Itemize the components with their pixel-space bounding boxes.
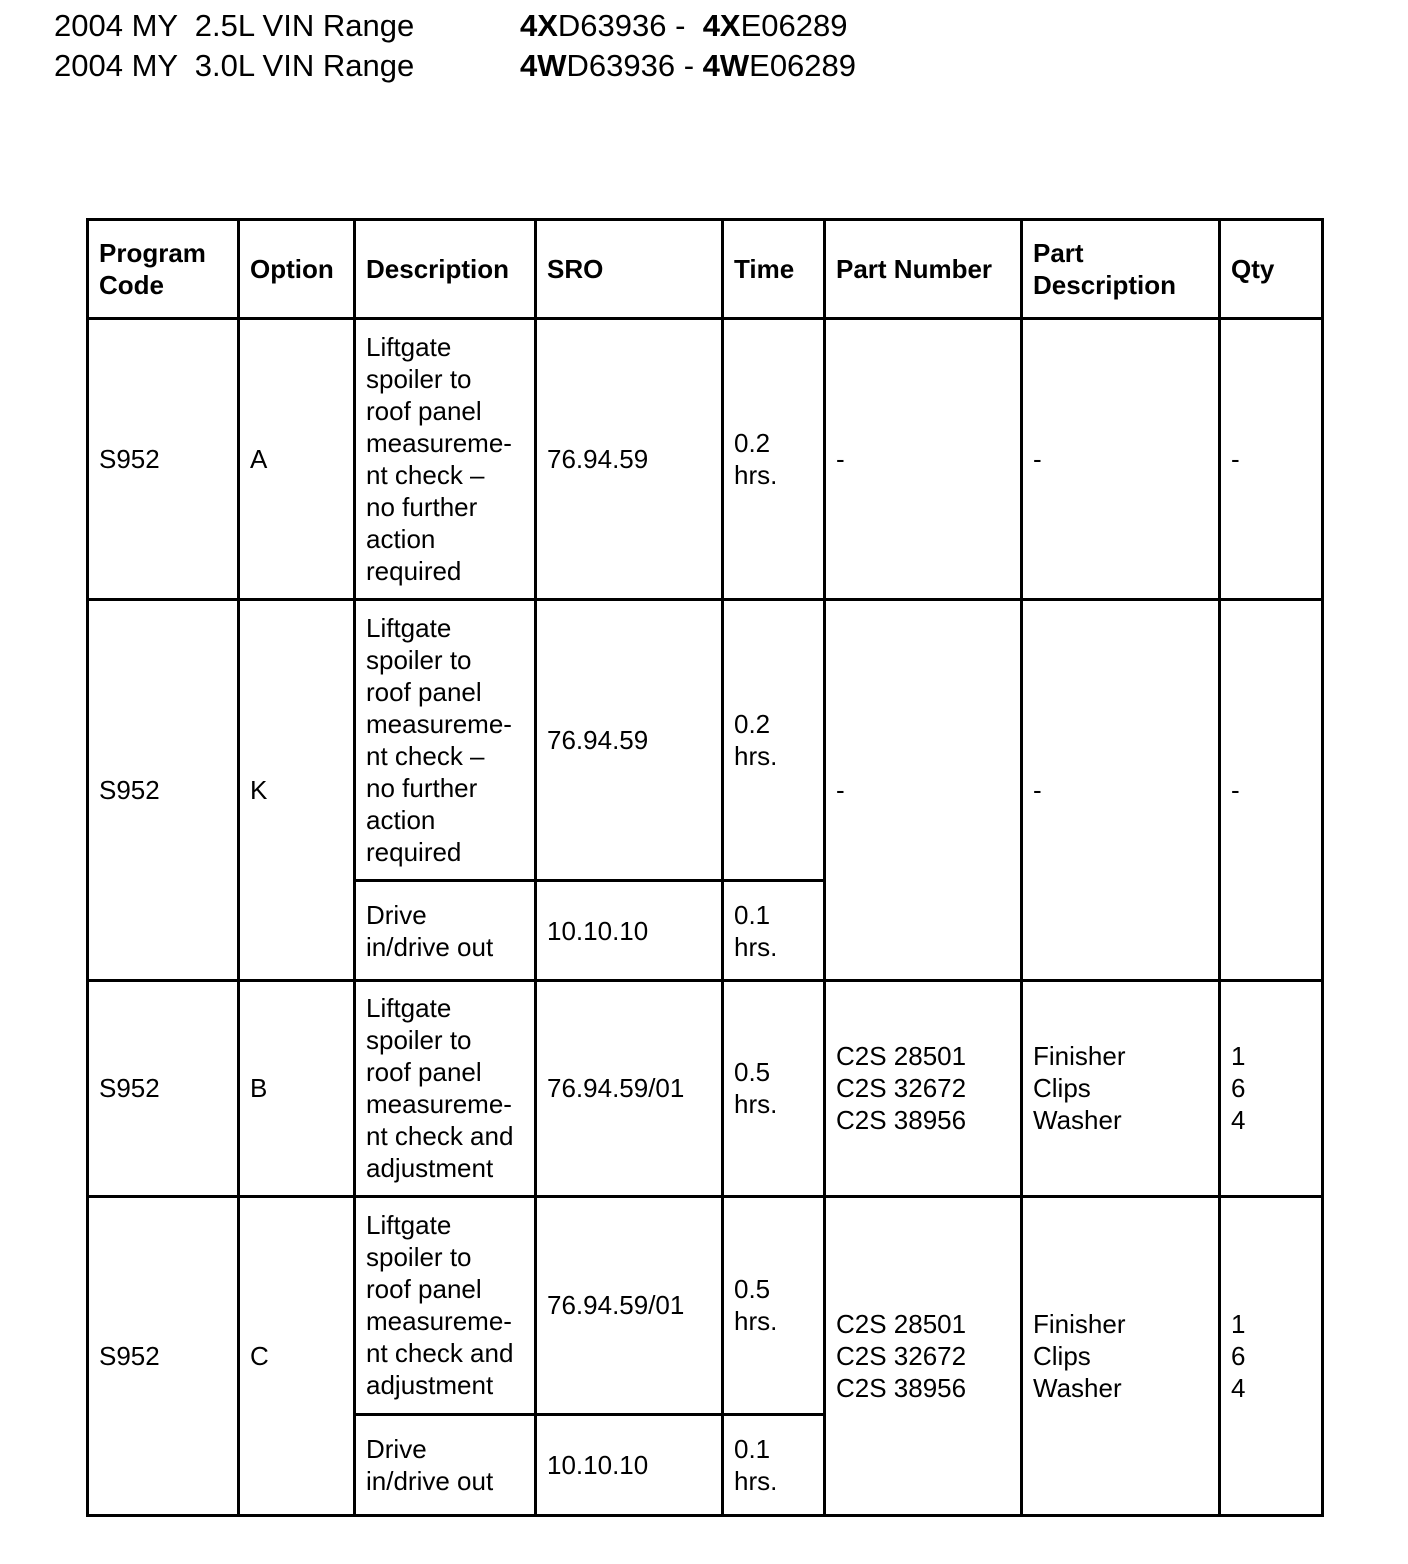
cell-line: - bbox=[1033, 444, 1042, 475]
program-code-cell: S952 bbox=[88, 600, 239, 980]
cell-line: Washer bbox=[1033, 1372, 1122, 1403]
cell-line: roof panel bbox=[366, 1057, 482, 1088]
sro-cell: 10.10.10 bbox=[536, 1414, 723, 1515]
option-cell: C bbox=[239, 1196, 355, 1515]
cell-line: nt check – bbox=[366, 741, 485, 772]
cell-line: action bbox=[366, 524, 436, 555]
table-row bbox=[88, 600, 1323, 881]
cell-line: hrs. bbox=[734, 1306, 778, 1337]
part-number-cell bbox=[825, 980, 1022, 1196]
cell-line: spoiler to bbox=[366, 1242, 472, 1273]
cell-line: roof panel bbox=[366, 677, 482, 708]
cell-line: 1 bbox=[1231, 1041, 1246, 1072]
cell-line: in/drive out bbox=[366, 1465, 494, 1496]
qty-cell bbox=[1220, 600, 1323, 980]
cell-line: 6 bbox=[1231, 1073, 1246, 1104]
option-cell: B bbox=[239, 980, 355, 1196]
cell-line: 6 bbox=[1231, 1340, 1246, 1371]
sro-cell: 76.94.59/01 bbox=[536, 980, 723, 1196]
qty-cell bbox=[1220, 319, 1323, 600]
cell-line: spoiler to bbox=[366, 364, 472, 395]
cell-line: nt check and bbox=[366, 1338, 514, 1369]
cell-line: Liftgate bbox=[366, 993, 452, 1024]
cell-line: action bbox=[366, 805, 436, 836]
cell-line: roof panel bbox=[366, 1274, 482, 1305]
header-description: Description bbox=[355, 220, 536, 319]
cell-line: measureme- bbox=[366, 1089, 512, 1120]
part-description-cell bbox=[1022, 319, 1220, 600]
option-cell: K bbox=[239, 600, 355, 980]
cell-line: - bbox=[836, 444, 845, 475]
cell-line: hrs. bbox=[734, 1465, 778, 1496]
sro-cell: 76.94.59 bbox=[536, 600, 723, 881]
program-code-cell: S952 bbox=[88, 980, 239, 1196]
time-cell bbox=[723, 881, 825, 980]
cell-line: 0.2 bbox=[734, 428, 771, 459]
header-option: Option bbox=[239, 220, 355, 319]
description-cell bbox=[355, 980, 536, 1196]
cell-line: Liftgate bbox=[366, 332, 452, 363]
cell-line: no further bbox=[366, 492, 478, 523]
cell-line: 4 bbox=[1231, 1372, 1246, 1403]
description-cell bbox=[355, 1414, 536, 1515]
cell-line: Washer bbox=[1033, 1105, 1122, 1136]
description-cell bbox=[355, 600, 536, 881]
vin-range-value: 4WD63936 - 4WE06289 bbox=[520, 48, 857, 83]
cell-line: 1 bbox=[1231, 1308, 1246, 1339]
program-code-cell: S952 bbox=[88, 1196, 239, 1515]
cell-line: required bbox=[366, 837, 462, 868]
qty-cell bbox=[1220, 1196, 1323, 1515]
table-row bbox=[88, 980, 1323, 1196]
part-description-cell bbox=[1022, 600, 1220, 980]
sro-cell: 10.10.10 bbox=[536, 881, 723, 980]
table-row bbox=[88, 1196, 1323, 1414]
cell-line: spoiler to bbox=[366, 1025, 472, 1056]
cell-line: C2S 28501 bbox=[836, 1041, 967, 1072]
cell-line: C2S 38956 bbox=[836, 1372, 967, 1403]
time-cell bbox=[723, 319, 825, 600]
cell-line: - bbox=[1231, 774, 1240, 805]
cell-line: Clips bbox=[1033, 1073, 1091, 1104]
cell-line: C2S 38956 bbox=[836, 1105, 967, 1136]
cell-line: in/drive out bbox=[366, 931, 494, 962]
table-header-row bbox=[88, 220, 1323, 319]
description-cell bbox=[355, 1196, 536, 1414]
cell-line: 0.1 bbox=[734, 899, 771, 930]
cell-line: adjustment bbox=[366, 1370, 494, 1401]
sro-cell: 76.94.59/01 bbox=[536, 1196, 723, 1414]
header-program-code: Program Code bbox=[88, 220, 239, 319]
part-number-cell bbox=[825, 319, 1022, 600]
cell-line: no further bbox=[366, 773, 478, 804]
vin-range-label: 2004 MY 3.0L VIN Range bbox=[54, 48, 415, 83]
cell-line: nt check and bbox=[366, 1121, 514, 1152]
header-part-description: Part Description bbox=[1022, 220, 1220, 319]
cell-line: required bbox=[366, 556, 462, 587]
description-cell bbox=[355, 319, 536, 600]
table-row bbox=[88, 319, 1323, 600]
cell-line: - bbox=[1231, 444, 1240, 475]
cell-line: nt check – bbox=[366, 460, 485, 491]
cell-line: 4 bbox=[1231, 1105, 1246, 1136]
part-description-cell bbox=[1022, 1196, 1220, 1515]
time-cell bbox=[723, 600, 825, 881]
description-cell bbox=[355, 881, 536, 980]
cell-line: spoiler to bbox=[366, 645, 472, 676]
cell-line: hrs. bbox=[734, 1089, 778, 1120]
cell-line: hrs. bbox=[734, 931, 778, 962]
cell-line: 0.5 bbox=[734, 1274, 771, 1305]
cell-line: C2S 32672 bbox=[836, 1340, 967, 1371]
header-sro: SRO bbox=[536, 220, 723, 319]
header-part-number: Part Number bbox=[825, 220, 1022, 319]
sro-cell: 76.94.59 bbox=[536, 319, 723, 600]
cell-line: Liftgate bbox=[366, 613, 452, 644]
cell-line: 0.1 bbox=[734, 1433, 771, 1464]
cell-line: C2S 32672 bbox=[836, 1073, 967, 1104]
cell-line: hrs. bbox=[734, 741, 778, 772]
cell-line: Drive bbox=[366, 1433, 427, 1464]
option-cell: A bbox=[239, 319, 355, 600]
cell-line: 0.5 bbox=[734, 1057, 771, 1088]
cell-line: C2S 28501 bbox=[836, 1308, 967, 1339]
cell-line: Liftgate bbox=[366, 1210, 452, 1241]
qty-cell bbox=[1220, 980, 1323, 1196]
cell-line: Finisher bbox=[1033, 1041, 1126, 1072]
program-code-cell: S952 bbox=[88, 319, 239, 600]
part-description-cell bbox=[1022, 980, 1220, 1196]
vin-range-value: 4XD63936 - 4XE06289 bbox=[520, 8, 848, 43]
cell-line: measureme- bbox=[366, 428, 512, 459]
time-cell bbox=[723, 1196, 825, 1414]
cell-line: measureme- bbox=[366, 1306, 512, 1337]
part-number-cell bbox=[825, 600, 1022, 980]
vin-range-label: 2004 MY 2.5L VIN Range bbox=[54, 8, 415, 43]
cell-line: - bbox=[836, 774, 845, 805]
cell-line: hrs. bbox=[734, 460, 778, 491]
time-cell bbox=[723, 980, 825, 1196]
cell-line: 0.2 bbox=[734, 709, 771, 740]
service-action-table bbox=[86, 218, 1324, 1517]
header-qty: Qty bbox=[1220, 220, 1323, 319]
cell-line: Clips bbox=[1033, 1340, 1091, 1371]
cell-line: Drive bbox=[366, 899, 427, 930]
cell-line: roof panel bbox=[366, 396, 482, 427]
cell-line: Finisher bbox=[1033, 1308, 1126, 1339]
cell-line: measureme- bbox=[366, 709, 512, 740]
time-cell bbox=[723, 1414, 825, 1515]
header-time: Time bbox=[723, 220, 825, 319]
part-number-cell bbox=[825, 1196, 1022, 1515]
cell-line: - bbox=[1033, 774, 1042, 805]
cell-line: adjustment bbox=[366, 1153, 494, 1184]
